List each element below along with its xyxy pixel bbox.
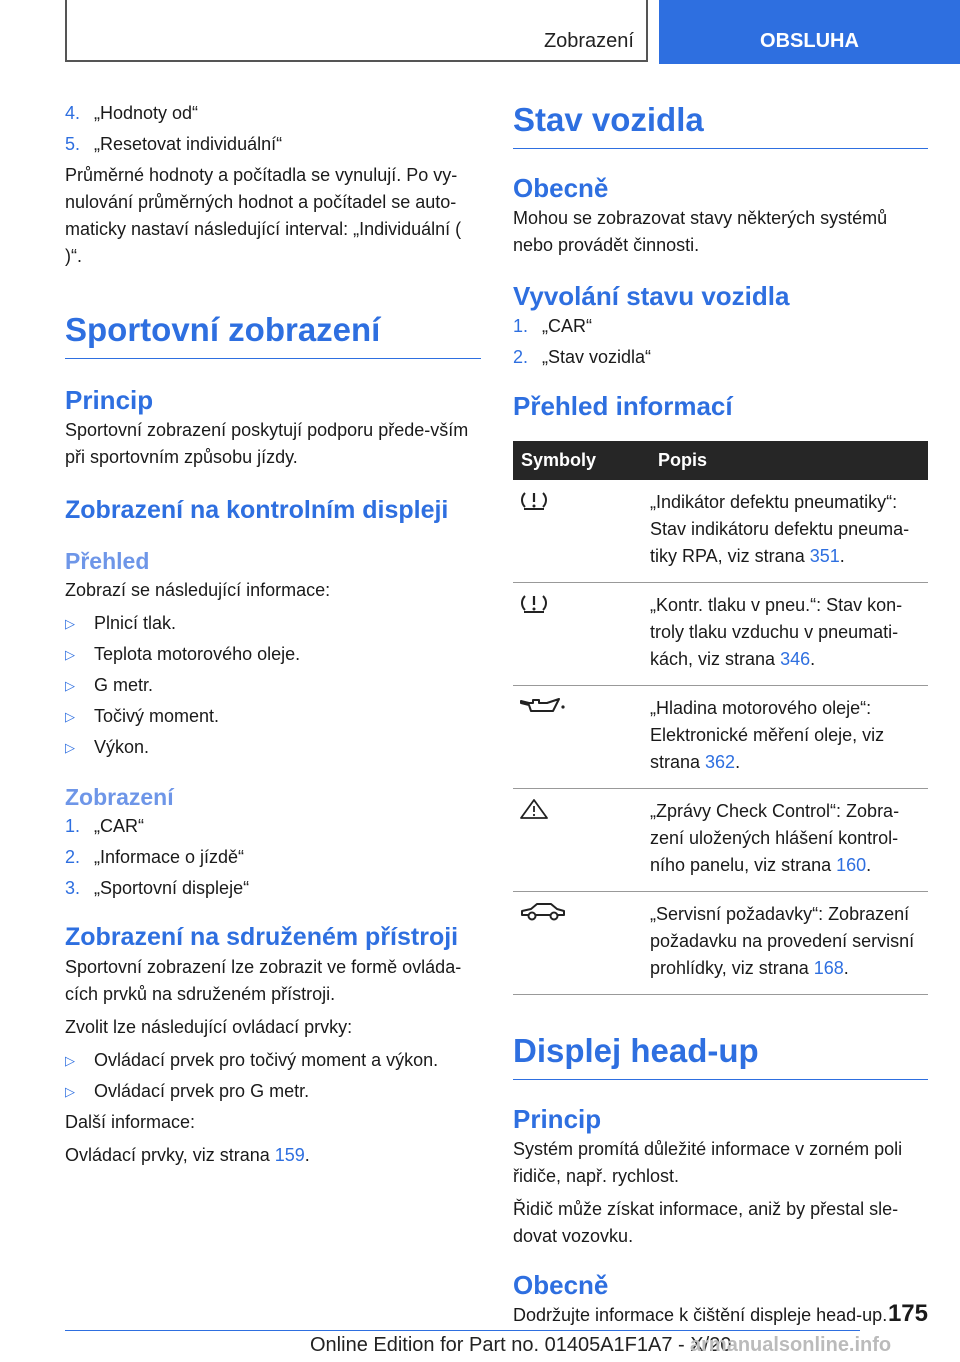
page-number: 175 [887,1300,928,1327]
heading-princip: Princip [65,385,154,415]
step-number: 1. [65,816,81,836]
description-cell [650,892,928,995]
reset-paragraph: Průměrné hodnoty a počítadla se vynulují. Po vy-nulování průměrných hodnot a počítadel se auto-maticky nastaví následující interval: „Individuální ( )“. [65,165,462,266]
description-text: „Hladina motorového oleje“: Elektronické měření oleje, viz strana [650,698,885,772]
list-item [65,641,481,668]
table-row [513,583,928,686]
table-row [513,480,928,583]
overview-bullets [65,610,481,761]
list-item [65,1047,481,1074]
edition-text: Online Edition for Part no. 01405A1F1A7 - X/20 [310,1334,732,1356]
column-header-symbols: Symboly [513,441,650,480]
symbol-cell [513,686,650,789]
description-text: „Kontr. tlaku v pneu.“: Stav kon-troly tlaku vzduchu v pneumati-kách, viz strana [650,595,903,669]
cluster-bullets [65,1047,481,1105]
description-cell [650,583,928,686]
step-text: „CAR“ [542,316,592,336]
page-link-346[interactable]: 346 [780,649,811,669]
choose-paragraph: Zvolit lze následující ovládací prvky: [65,1017,353,1037]
steps-list-top [65,100,481,158]
princip-paragraph: Sportovní zobrazení poskytují podporu přede-vším při sportovním způsobu jízdy. [65,420,469,467]
bullet-text: Výkon. [94,737,150,757]
step-text: „Hodnoty od“ [94,103,199,123]
page-link-362[interactable]: 362 [705,752,736,772]
bullet-triangle-icon: ▷ [65,678,75,693]
period: . [735,752,741,772]
heading-obecne-hud: Obecně [513,1270,609,1300]
list-item [65,1078,481,1105]
list-item [65,610,481,637]
symbol-cell [513,583,650,686]
hud-princip-paragraph: Systém promítá důležité informace v zorném poli řidiče, např. rychlost. [513,1139,903,1186]
step-text: „Resetovat individuální“ [94,134,283,154]
period: . [810,649,816,669]
zobrazeni-steps [65,813,481,902]
table-row [513,686,928,789]
bullet-text: Teplota motorového oleje. [94,644,301,664]
watermark: armanualsonline.info [690,1334,892,1356]
symbol-cell [513,789,650,892]
bullet-triangle-icon: ▷ [65,647,75,662]
obecne-paragraph: Mohou se zobrazovat stavy některých systémů nebo provádět činnosti. [513,208,888,255]
page-link-160[interactable]: 160 [836,855,867,875]
step-number: 1. [513,316,529,336]
step-text: „Sportovní displeje“ [94,878,250,898]
step-text: „Informace o jízdě“ [94,847,245,867]
bullet-triangle-icon: ▷ [65,1053,75,1068]
description-cell [650,789,928,892]
list-item [65,672,481,699]
section-title: Zobrazení [543,30,634,52]
description-cell [650,480,928,583]
column-header-description: Popis [650,441,928,480]
description-text: „Indikátor defektu pneumatiky“: Stav indikátoru defektu pneuma-tiky RPA, viz strana [650,492,910,566]
bullet-text: Točivý moment. [94,706,220,726]
bullet-triangle-icon: ▷ [65,616,75,631]
bullet-triangle-icon: ▷ [65,740,75,755]
table-header-row [513,441,928,480]
step-number: 4. [65,103,81,123]
list-item [65,875,481,902]
heading-call-status: Vyvolání stavu vozidla [513,281,790,311]
tire-pressure-warning-icon [519,592,549,614]
heading-info-overview: Přehled informací [513,391,733,421]
hud-clean-paragraph: Dodržujte informace k čištění displeje head-up. [513,1305,888,1325]
step-number: 5. [65,134,81,154]
bullet-text: Ovládací prvek pro G metr. [94,1081,310,1101]
heading-zobrazeni: Zobrazení [65,784,174,810]
list-item [65,131,481,158]
symbol-cell [513,480,650,583]
step-number: 2. [65,847,81,867]
warning-triangle-icon [519,798,549,820]
period: . [866,855,872,875]
controls-paragraph [65,1142,481,1169]
tire-pressure-warning-icon [519,489,549,511]
step-text: „CAR“ [94,816,144,836]
step-number: 2. [513,347,529,367]
oil-can-icon [519,695,567,717]
bullet-triangle-icon: ▷ [65,709,75,724]
heading-princip-hud: Princip [513,1104,602,1134]
list-item [65,703,481,730]
symbol-cell [513,892,650,995]
cluster-paragraph: Sportovní zobrazení lze zobrazit ve formě ovláda-cích prvků na sdruženém přístroji. [65,957,462,1004]
list-item [513,313,928,340]
footer-divider [65,1330,860,1331]
table-row [513,789,928,892]
left-column [65,100,481,1175]
bullet-text: Plnicí tlak. [94,613,177,633]
overview-paragraph: Zobrazí se následující informace: [65,580,331,600]
heading-overview: Přehled [65,548,150,574]
list-item [65,734,481,761]
call-status-steps [513,313,928,371]
controls-text: Ovládací prvky, viz strana [65,1145,275,1165]
step-text: „Stav vozidla“ [542,347,652,367]
service-car-icon [519,901,567,923]
hud-driver-paragraph: Řidič může získat informace, aniž by přestal sle-dovat vozovku. [513,1199,899,1246]
table-row [513,892,928,995]
period: . [839,546,845,566]
page-link-159[interactable]: 159 [274,1145,305,1165]
heading-head-up-display: Displej head-up [513,1031,928,1080]
heading-control-display: Zobrazení na kontrolním displeji [65,496,449,524]
period: . [843,958,849,978]
heading-obecne: Obecně [513,173,609,203]
bullet-text: Ovládací prvek pro točivý moment a výkon. [94,1050,439,1070]
list-item [65,100,481,127]
page-link-168[interactable]: 168 [813,958,844,978]
list-item [513,344,928,371]
step-number: 3. [65,878,81,898]
header-box [65,0,648,62]
info-table [513,441,928,995]
heading-sport-display: Sportovní zobrazení [65,310,481,359]
bullet-triangle-icon: ▷ [65,1084,75,1099]
list-item [65,813,481,840]
description-cell [650,686,928,789]
more-info-paragraph: Další informace: [65,1112,196,1132]
description-text: „Servisní požadavky“: Zobrazení požadavku na provedení servisní prohlídky, viz strana [650,904,915,978]
chapter-tab: OBSLUHA [659,0,960,64]
page-link-351[interactable]: 351 [809,546,840,566]
right-column [513,100,928,1335]
bullet-text: G metr. [94,675,154,695]
heading-instrument-cluster: Zobrazení na sdruženém přístroji [65,923,459,951]
description-text: „Zprávy Check Control“: Zobra-zení uložených hlášení kontrol-ního panelu, viz strana [650,801,900,875]
list-item [65,844,481,871]
period: . [304,1145,310,1165]
heading-vehicle-status: Stav vozidla [513,100,928,149]
